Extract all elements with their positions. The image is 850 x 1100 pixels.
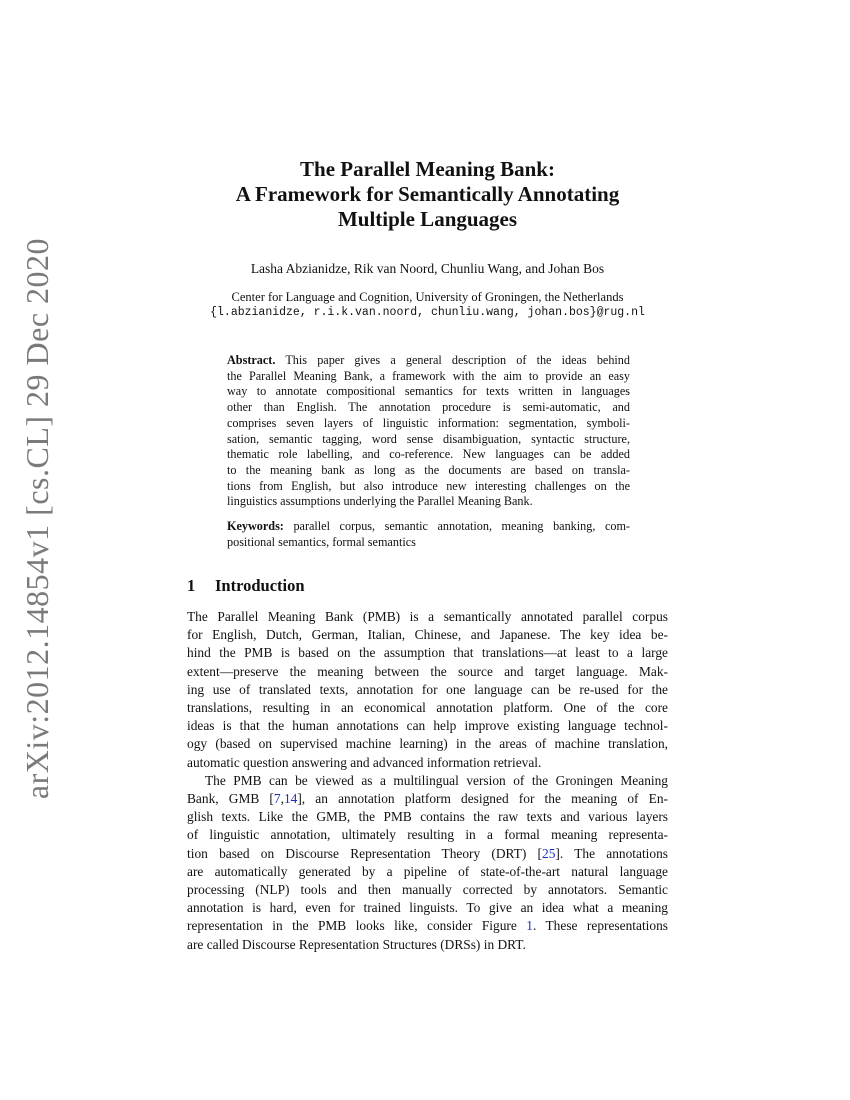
abstract-line: tions from English, but also introduce new interesting challenges on the	[227, 478, 630, 493]
paragraph-line: hind the PMB is based on the assumption that translations—at least to a large	[187, 645, 668, 661]
affiliation: Center for Language and Cognition, University of Groningen, the Netherlands	[231, 290, 624, 304]
title-line-1: The Parallel Meaning Bank:	[300, 157, 555, 181]
paragraph-line: ing use of translated texts, annotation for one language can be re-used for the	[187, 681, 668, 697]
arxiv-id-text: arXiv:2012.14854v1 [cs.CL] 29 Dec 2020	[19, 237, 56, 799]
paragraph-line: Bank, GMB [7,14], an annotation platform designed for the meaning of En-	[187, 791, 668, 807]
author-list: Lasha Abzianidze, Rik van Noord, Chunliu Wang, and Johan Bos	[250, 261, 605, 276]
abstract-line: comprises seven layers of linguistic information: segmentation, symboli-	[227, 415, 630, 430]
keywords-line: Keywords: parallel corpus, semantic annotation, meaning banking, com-	[227, 519, 630, 534]
title-line-2: A Framework for Semantically Annotating	[235, 182, 620, 206]
paragraph-line: of linguistic annotation, ultimately resulting in a formal meaning representa-	[187, 827, 668, 843]
abstract-label: Abstract.	[227, 353, 276, 367]
citation-link[interactable]: 14	[283, 791, 298, 807]
abstract-line: to the meaning bank as long as the documents are based on transla-	[227, 462, 630, 477]
paragraph-line: are called Discourse Representation Structures (DRSs) in DRT.	[187, 936, 526, 952]
section-heading	[187, 576, 305, 596]
paragraph-line: representation in the PMB looks like, consider Figure 1. These representations	[187, 918, 668, 934]
abstract-block	[227, 353, 630, 550]
paragraph-line: translations, resulting in an economical annotation platform. One of the core	[187, 700, 668, 716]
paragraph-line: The PMB can be viewed as a multilingual version of the Groningen Meaning	[205, 772, 668, 788]
keywords-label: Keywords:	[227, 519, 284, 534]
section-number: 1	[187, 576, 196, 595]
paragraph-line: extent—preserve the meaning between the source and target language. Mak-	[187, 663, 668, 679]
paragraph-line: tion based on Discourse Representation Theory (DRT) [25]. The annotations	[187, 845, 668, 861]
paper-title	[187, 157, 668, 232]
keywords	[227, 519, 630, 550]
body-text	[187, 608, 668, 954]
paragraph-line: annotation is hard, even for trained linguists. To give an idea what a meaning	[187, 900, 668, 916]
paragraph-line: ogy (based on supervised machine learning) in the areas of machine translation,	[187, 736, 668, 752]
paragraph-line: processing (NLP) tools and then manually corrected by annotators. Semantic	[187, 882, 668, 898]
paragraph-line: glish texts. Like the GMB, the PMB contains the raw texts and various layers	[187, 809, 668, 825]
section-title: Introduction	[215, 576, 305, 595]
abstract-line: linguistics assumptions underlying the Parallel Meaning Bank.	[227, 494, 533, 509]
abstract-line: the Parallel Meaning Bank, a framework with the aim to provide an easy	[227, 368, 630, 383]
keywords-line: positional semantics, formal semantics	[227, 534, 416, 549]
paragraph-line: are automatically generated by a pipeline of state-of-the-art natural language	[187, 863, 668, 879]
abstract-line: thematic role labelling, and co-reference. New languages can be added	[227, 447, 630, 462]
arxiv-side-identifier	[14, 237, 62, 799]
title-line-3: Multiple Languages	[337, 207, 518, 231]
abstract-line: other than English. The annotation procedure is semi-automatic, and	[227, 400, 630, 415]
abstract-line: sation, semantic tagging, word sense disambiguation, syntactic structure,	[227, 431, 630, 446]
abstract-line: Abstract. This paper gives a general description of the ideas behind	[227, 353, 630, 367]
abstract-line: way to annotate compositional semantics for texts written in languages	[227, 384, 630, 399]
paragraph-line: automatic question answering and advanced information retrieval.	[187, 754, 542, 770]
paragraph-line: ideas is that the human annotations can help improve existing language technol-	[187, 718, 668, 734]
affiliation-block	[187, 289, 668, 321]
email-addresses: {l.abzianidze, r.i.k.van.noord, chunliu.wang, johan.bos}@rug.nl	[210, 306, 645, 319]
abstract-text	[227, 353, 630, 510]
citation-link[interactable]: 7	[273, 791, 281, 807]
paragraph-line: The Parallel Meaning Bank (PMB) is a semantically annotated parallel corpus	[187, 609, 668, 624]
citation-link[interactable]: 25	[542, 845, 556, 861]
paragraph-line: for English, Dutch, German, Italian, Chinese, and Japanese. The key idea be-	[187, 627, 668, 643]
figure-reference-link[interactable]: 1	[526, 918, 533, 934]
